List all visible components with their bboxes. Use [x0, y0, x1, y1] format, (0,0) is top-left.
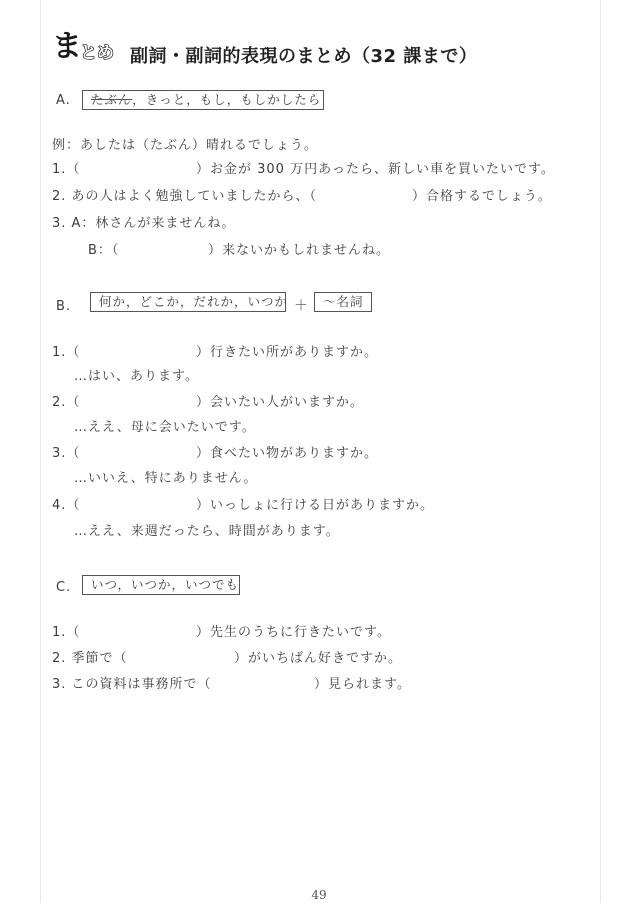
b-a1: …はい、あります。 — [74, 369, 199, 384]
a-q3-b-rest: ）来ないかもしれませんね。 — [208, 243, 391, 258]
page-number: 49 — [311, 888, 327, 902]
b-q1-text: ）行きたい所がありますか。 — [196, 345, 379, 360]
noun-box: ～名詞 — [314, 292, 372, 312]
c-q1-text: ）先生のうちに行きたいです。 — [196, 625, 391, 640]
b-q2-number: 2.（ — [52, 395, 81, 410]
c-q1-number: 1.（ — [52, 625, 81, 640]
page-right-edge — [600, 0, 601, 903]
section-b-word-box: 何か，どこか，だれか，いつか — [90, 292, 286, 312]
plus-sign: ＋ — [294, 298, 308, 314]
b-q4-text: ）いっしょに行ける日がありますか。 — [196, 498, 435, 513]
page-title: 副詞・副詞的表現のまとめ（32 課まで） — [130, 46, 478, 67]
c-q2-rest: ）がいちばん好きですか。 — [234, 651, 403, 666]
b-q1-number: 1.（ — [52, 345, 81, 360]
logo-tome: とめ — [80, 43, 114, 63]
b-a2: …ええ、母に会いたいです。 — [74, 420, 256, 435]
logo-ma: ま — [52, 29, 82, 64]
section-c-label: C. — [56, 580, 72, 595]
b-a3: …いいえ、特にありません。 — [74, 471, 258, 486]
b-q3-number: 3.（ — [52, 446, 81, 461]
a-q3-b-start: B：（ — [88, 243, 120, 258]
page-left-edge — [40, 0, 41, 903]
b-q3-text: ）食べたい物がありますか。 — [196, 446, 379, 461]
section-a-label: A. — [56, 93, 71, 108]
b-q2-text: ）会いたい人がいますか。 — [196, 395, 365, 410]
c-q3-start: 3. この資料は事務所で（ — [52, 677, 212, 692]
section-a-word-box — [82, 90, 324, 110]
a-q3-line-a: 3. A：林さんが来ませんね。 — [52, 216, 236, 231]
section-c-word-box: いつ，いつか，いつでも — [82, 575, 240, 595]
struck-word: たぶん — [91, 92, 133, 107]
a-q1-text: ）お金が 300 万円あったら、新しい車を買いたいです。 — [196, 162, 555, 177]
box-words: ，きっと，もし，もしかしたら — [132, 92, 322, 107]
c-q3-rest: ）見られます。 — [314, 677, 411, 692]
b-a4: …ええ、来週だったら、時間があります。 — [74, 524, 340, 539]
page-header — [52, 30, 572, 70]
example-sentence: 例：あしたは（たぶん）晴れるでしょう。 — [52, 138, 318, 153]
b-q4-number: 4.（ — [52, 498, 81, 513]
matome-logo — [52, 30, 114, 64]
a-q1-number: 1.（ — [52, 162, 81, 177]
c-q2-start: 2. 季節で（ — [52, 651, 128, 666]
a-q2-start: 2. あの人はよく勉強していましたから、（ — [52, 189, 318, 204]
a-q2-rest: ）合格するでしょう。 — [412, 189, 552, 204]
section-b-label: B. — [56, 299, 72, 314]
